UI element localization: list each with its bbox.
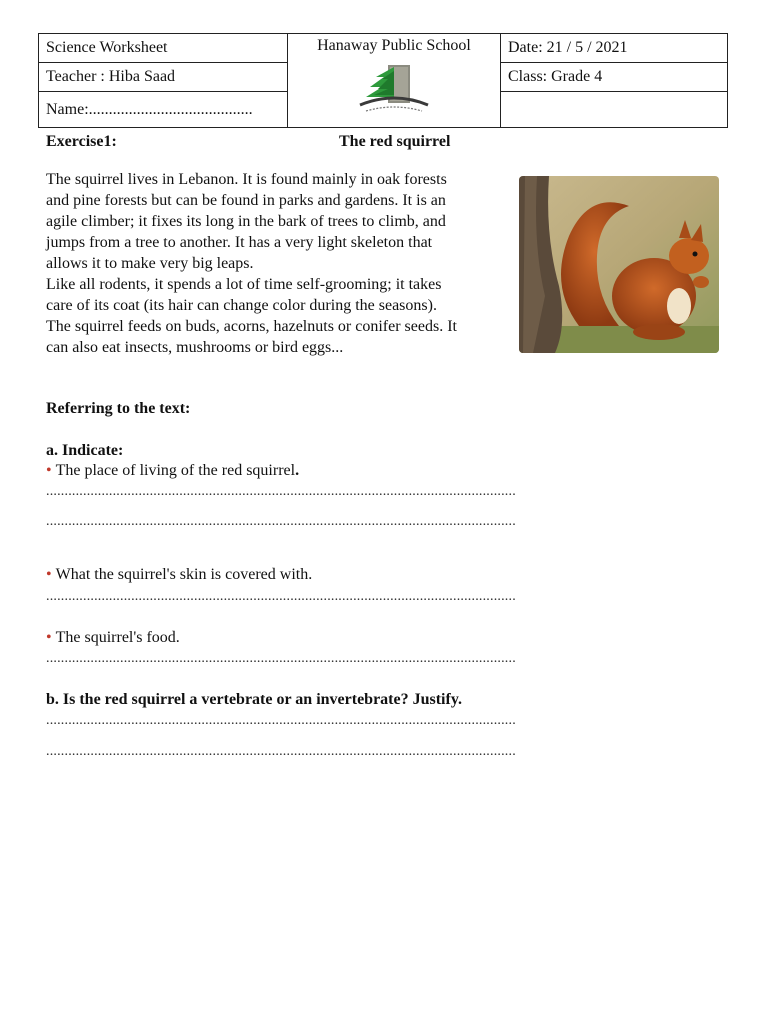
- passage: [46, 169, 516, 358]
- class-field: Class: Grade 4: [501, 63, 728, 92]
- question-a1-text: The place of living of the red squirrel: [55, 462, 296, 479]
- bullet-icon: •: [46, 629, 52, 646]
- question-a2-text: What the squirrel's skin is covered with.: [55, 566, 313, 583]
- question-a-label: a. Indicate:: [46, 442, 124, 459]
- question-a3-text: The squirrel's food.: [55, 629, 180, 646]
- answer-line[interactable]: ...............................................................................................................................: [46, 651, 516, 666]
- answer-line[interactable]: ...............................................................................................................................: [46, 484, 516, 499]
- answer-line[interactable]: ...............................................................................................................................: [46, 713, 516, 728]
- passage-line: The squirrel lives in Lebanon. It is found mainly in oak forests: [46, 171, 447, 188]
- answer-line[interactable]: ...............................................................................................................................: [46, 514, 516, 529]
- question-a1-period: .: [295, 462, 300, 479]
- school-cell: [288, 34, 501, 128]
- empty-cell: [501, 92, 728, 128]
- bullet-icon: •: [46, 462, 52, 479]
- exercise-label: Exercise1:: [46, 133, 117, 150]
- passage-line: care of its coat (its hair can change color during the seasons).: [46, 297, 437, 314]
- answer-line[interactable]: ...............................................................................................................................: [46, 589, 516, 604]
- header-table: [38, 33, 728, 128]
- school-name: Hanaway Public School: [317, 37, 471, 54]
- passage-line: The squirrel feeds on buds, acorns, hazelnuts or conifer seeds. It: [46, 318, 457, 335]
- passage-line: agile climber; it fixes its long in the bark of trees to climb, and: [46, 213, 446, 230]
- name-field[interactable]: Name:.........................................: [39, 92, 288, 128]
- teacher-field: Teacher : Hiba Saad: [39, 63, 288, 92]
- question-b: b. Is the red squirrel a vertebrate or an invertebrate? Justify.: [46, 691, 462, 708]
- question-a1: [46, 460, 299, 481]
- passage-line: can also eat insects, mushrooms or bird eggs...: [46, 339, 344, 356]
- passage-line: allows it to make very big leaps.: [46, 255, 254, 272]
- worksheet-title: Science Worksheet: [39, 34, 288, 63]
- exercise-title: The red squirrel: [339, 133, 451, 150]
- cedar-tree-icon: [352, 61, 436, 117]
- passage-line: jumps from a tree to another. It has a very light skeleton that: [46, 234, 433, 251]
- question-a3: [46, 627, 180, 648]
- date-field: Date: 21 / 5 / 2021: [501, 34, 728, 63]
- passage-line: and pine forests but can be found in parks and gardens. It is an: [46, 192, 446, 209]
- question-a2: [46, 564, 312, 585]
- passage-line: Like all rodents, it spends a lot of time self-grooming; it takes: [46, 276, 442, 293]
- red-squirrel-photo: [519, 176, 719, 353]
- questions-intro: Referring to the text:: [46, 400, 191, 417]
- answer-line[interactable]: ...............................................................................................................................: [46, 744, 516, 759]
- bullet-icon: •: [46, 566, 52, 583]
